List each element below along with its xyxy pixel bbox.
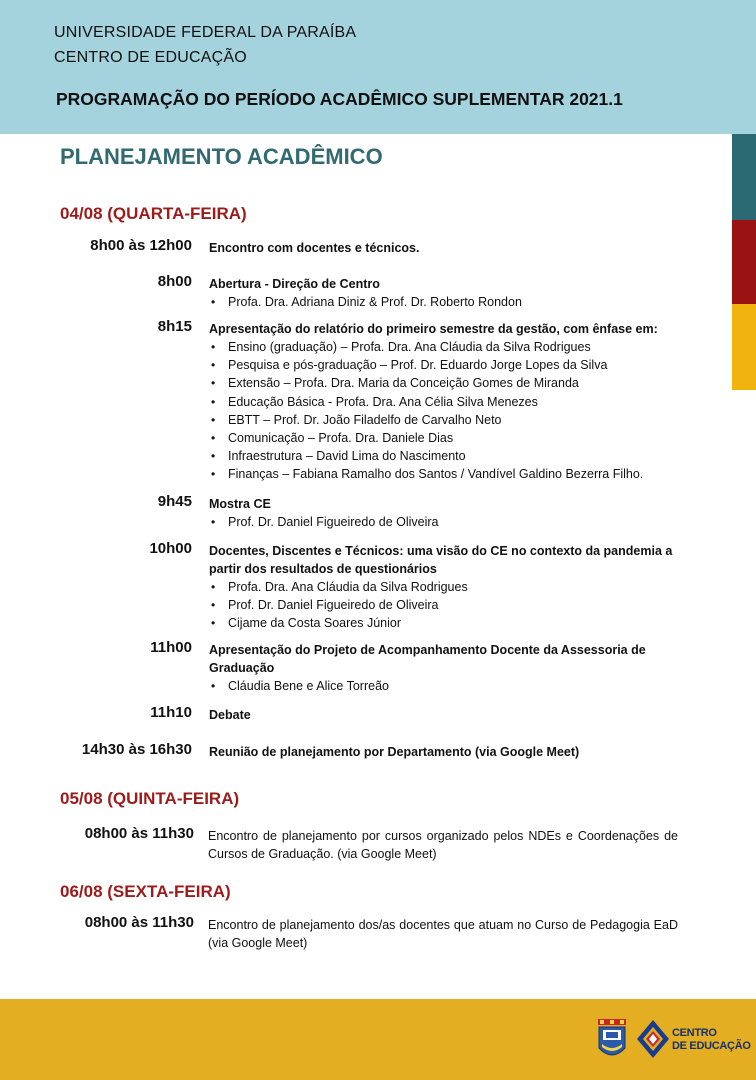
list-item: • Prof. Dr. Daniel Figueiredo de Oliveira xyxy=(209,513,697,531)
day-heading: 04/08 (QUARTA-FEIRA) xyxy=(60,204,247,223)
entry-time: 11h00 xyxy=(150,639,192,656)
section-title: PLANEJAMENTO ACADÊMICO xyxy=(60,144,383,169)
day-heading: 05/08 (QUINTA-FEIRA) xyxy=(60,789,240,808)
side-stripe-red xyxy=(732,220,756,304)
speaker-list xyxy=(209,293,697,311)
topic-list xyxy=(209,338,697,484)
list-item: • Extensão – Profa. Dra. Maria da Conceição Gomes de Miranda xyxy=(209,374,697,392)
header-banner xyxy=(0,0,756,134)
logo-text-line2: DE EDUCAÇÃO xyxy=(672,1040,751,1052)
speaker-list xyxy=(209,513,697,531)
entry-time: 11h10 xyxy=(150,704,192,721)
entry-time: 8h00 xyxy=(157,273,192,290)
entry-title: Reunião de planejamento por Departamento (via Google Meet) xyxy=(209,745,580,759)
day-heading: 06/08 (SEXTA-FEIRA) xyxy=(60,882,231,901)
entry-time: 14h30 às 16h30 xyxy=(81,741,192,758)
list-item: • Finanças – Fabiana Ramalho dos Santos / Vandível Galdino Bezerra Filho. xyxy=(209,465,697,483)
entry-time: 08h00 às 11h30 xyxy=(84,825,194,842)
list-item: • EBTT – Prof. Dr. João Filadelfo de Carvalho Neto xyxy=(209,411,697,429)
list-item: • Cijame da Costa Soares Júnior xyxy=(209,614,697,632)
entry-title: Apresentação do Projeto de Acompanhamento Docente da Assessoria de Graduação xyxy=(209,643,646,675)
list-item: • Ensino (graduação) – Profa. Dra. Ana Cláudia da Silva Rodrigues xyxy=(209,338,697,356)
entry-title: Abertura - Direção de Centro xyxy=(209,277,380,291)
list-item: • Prof. Dr. Daniel Figueiredo de Oliveira xyxy=(209,596,697,614)
list-item: • Infraestrutura – David Lima do Nascimento xyxy=(209,447,697,465)
entry-time: 8h00 às 12h00 xyxy=(90,237,192,254)
entry-title: Apresentação do relatório do primeiro semestre da gestão, com ênfase em: xyxy=(209,322,658,336)
list-item: • Profa. Dra. Adriana Diniz & Prof. Dr. Roberto Rondon xyxy=(209,293,697,311)
university-crest-icon xyxy=(597,1018,627,1062)
entry-time: 8h15 xyxy=(157,318,192,335)
entry-title: Debate xyxy=(209,708,251,722)
list-item: • Cláudia Bene e Alice Torreão xyxy=(209,677,697,695)
entry-title: Docentes, Discentes e Técnicos: uma visão do CE no contexto da pandemia a partir dos resultados de questionários xyxy=(209,544,673,576)
list-item: • Educação Básica - Profa. Dra. Ana Célia Silva Menezes xyxy=(209,393,697,411)
center-logo xyxy=(636,1017,751,1065)
footer-band xyxy=(0,999,756,1080)
side-stripe-yellow xyxy=(732,304,756,390)
list-item: • Comunicação – Profa. Dra. Daniele Dias xyxy=(209,429,697,447)
entry-title: Encontro com docentes e técnicos. xyxy=(209,241,420,255)
entry-time: 10h00 xyxy=(149,540,192,557)
entry-title: Mostra CE xyxy=(209,497,271,511)
logo-text-line1: CENTRO xyxy=(672,1027,717,1039)
speaker-list xyxy=(209,578,697,633)
entry-text: Encontro de planejamento por cursos organizado pelos NDEs e Coordenações de Cursos de Graduação. (via Google Meet) xyxy=(208,829,678,861)
list-item: • Pesquisa e pós-graduação – Prof. Dr. Eduardo Jorge Lopes da Silva xyxy=(209,356,697,374)
list-item: • Profa. Dra. Ana Cláudia da Silva Rodrigues xyxy=(209,578,697,596)
diamond-logo-icon xyxy=(636,1019,670,1059)
program-title: PROGRAMAÇÃO DO PERÍODO ACADÊMICO SUPLEMENTAR 2021.1 xyxy=(56,89,623,109)
entry-time: 9h45 xyxy=(157,493,192,510)
side-stripe-teal xyxy=(732,134,756,220)
university-name: UNIVERSIDADE FEDERAL DA PARAÍBA xyxy=(54,24,357,41)
speaker-list xyxy=(209,677,697,695)
entry-text: Encontro de planejamento dos/as docentes que atuam no Curso de Pedagogia EaD (via Google Meet) xyxy=(208,918,678,950)
entry-time: 08h00 às 11h30 xyxy=(84,914,194,931)
center-name: CENTRO DE EDUCAÇÃO xyxy=(54,49,247,66)
